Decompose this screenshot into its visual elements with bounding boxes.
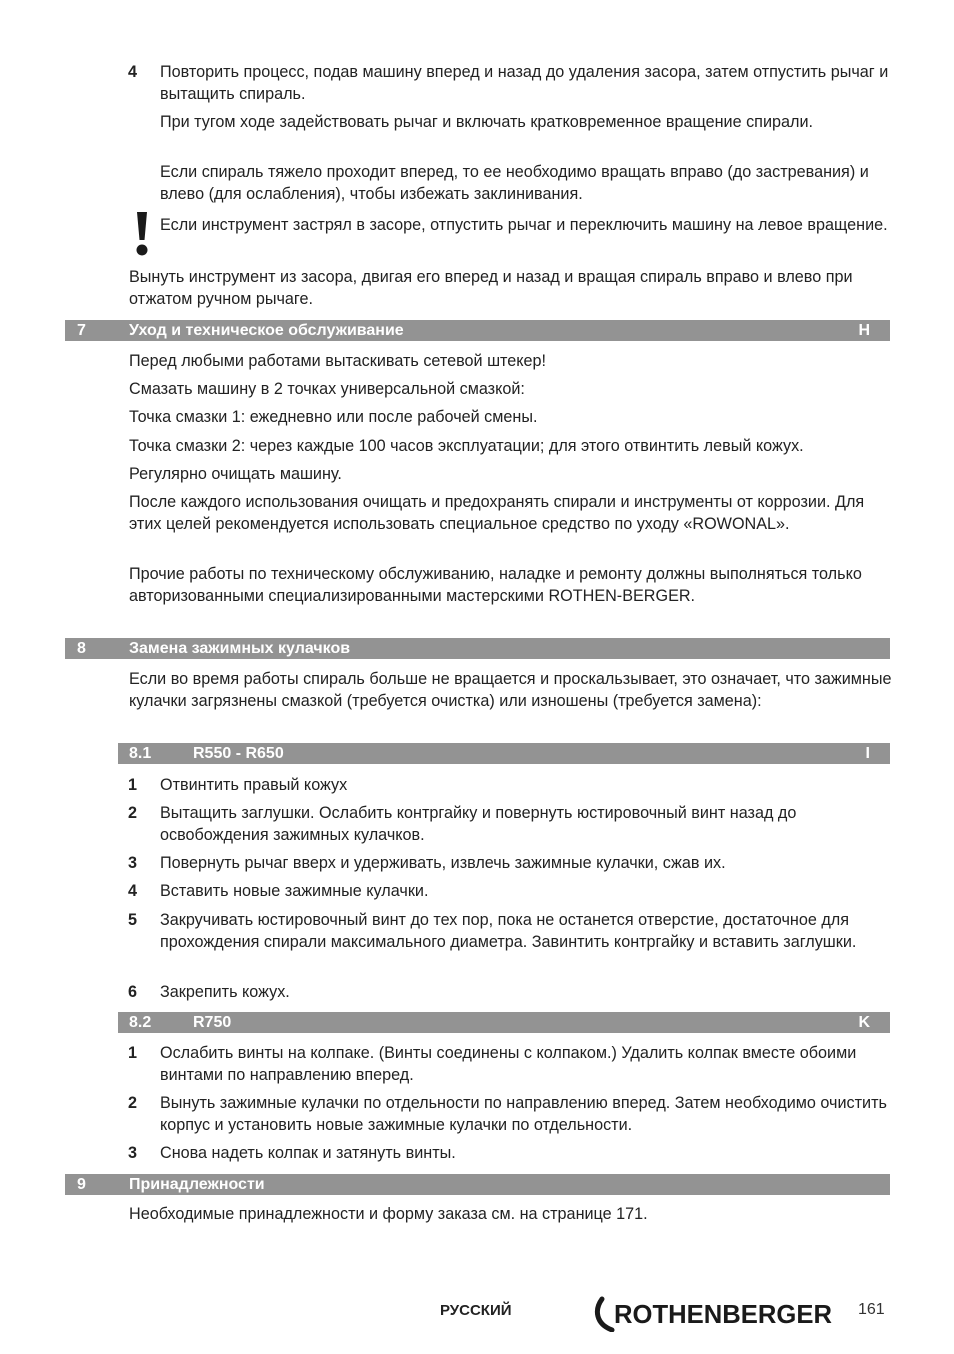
section-heading-9: [65, 1174, 890, 1195]
paragraph: Точка смазки 2: через каждые 100 часов эксплуатации; для этого отвинтить левый кожух.: [129, 437, 804, 455]
page-number: 161: [858, 1301, 885, 1318]
step-number: 5: [128, 911, 138, 929]
step-text: Закрепить кожух.: [160, 983, 290, 1001]
step-number: 6: [128, 983, 138, 1001]
step-note: При тугом ходе задействовать рычаг и включать кратковременное вращение спирали.: [160, 113, 813, 131]
section-number: 8: [77, 640, 86, 657]
step-text: Ослабить винты на колпаке. (Винты соединены с колпаком.) Удалить колпак вместе обоими винтами по направлению вперед.: [160, 1044, 857, 1084]
rothenberger-logo: [594, 1296, 836, 1332]
section-intro: Если во время работы спираль больше не вращается и проскальзывает, это означает, что зажимные кулачки загрязнены смазкой (требуется очистка) или изношены (требуется замена):: [129, 670, 892, 710]
step-text: Закручивать юстировочный винт до тех пор, пока не останется отверстие, достаточное для прохождения спирали максимального диаметра. Завинтить контргайку и вставить заглушки.: [160, 911, 857, 951]
figure-letter: I: [865, 745, 870, 762]
step-text: Повторить процесс, подав машину вперед и назад до удаления засора, затем отпустить рычаг и вытащить спираль.: [160, 63, 889, 103]
paragraph: Прочие работы по техническому обслуживанию, наладке и ремонту должны выполняться только авторизованными специализированными мастерскими ROTHEN-BERGER.: [129, 565, 862, 605]
step-number: 4: [128, 882, 138, 900]
step-number: 2: [128, 804, 138, 822]
section-heading-8: [65, 638, 890, 659]
step-text: Снова надеть колпак и затянуть винты.: [160, 1144, 456, 1162]
figure-letter: H: [858, 322, 870, 339]
paragraph: Регулярно очищать машину.: [129, 465, 342, 483]
subsection-number: 8.1: [129, 745, 152, 762]
step-text: Вытащить заглушки. Ослабить контргайку и повернуть юстировочный винт назад до освобождения зажимных кулачков.: [160, 804, 797, 844]
step-number: 1: [128, 776, 138, 794]
subsection-heading-8-2: [118, 1012, 890, 1033]
subsection-title: R550 - R650: [193, 745, 284, 762]
section-heading-7: [65, 320, 890, 341]
step-number: 3: [128, 854, 138, 872]
section-title: Уход и техническое обслуживание: [129, 322, 404, 339]
paragraph: Точка смазки 1: ежедневно или после рабочей смены.: [129, 408, 538, 426]
step-text: Повернуть рычаг вверх и удерживать, извлечь зажимные кулачки, сжав их.: [160, 854, 726, 872]
step-text: Отвинтить правый кожух: [160, 776, 348, 794]
section-title: Замена зажимных кулачков: [129, 640, 351, 657]
footer-language: РУССКИЙ: [440, 1302, 512, 1319]
subsection-title: R750: [193, 1014, 232, 1031]
step-text: Вставить новые зажимные кулачки.: [160, 882, 429, 900]
figure-letter: K: [858, 1014, 870, 1031]
logo-wordmark: ROTHENBERGER: [614, 1299, 833, 1329]
step-number: 4: [128, 63, 138, 81]
closing-paragraph: Вынуть инструмент из засора, двигая его вперед и назад и вращая спираль вправо и влево при отжатом ручном рычаге.: [129, 268, 853, 308]
paragraph: Необходимые принадлежности и форму заказа см. на странице 171.: [129, 1205, 648, 1223]
step-number: 3: [128, 1144, 138, 1162]
section-number: 7: [77, 322, 86, 339]
paragraph: Перед любыми работами вытаскивать сетевой штекер!: [129, 352, 547, 370]
step-number: 1: [128, 1044, 138, 1062]
warning-text: Если инструмент застрял в засоре, отпустить рычаг и переключить машину на левое вращение.: [160, 216, 888, 234]
section-title: Принадлежности: [129, 1176, 265, 1193]
paragraph: Смазать машину в 2 точках универсальной смазкой:: [129, 380, 525, 398]
warning-exclamation-icon: [135, 212, 149, 257]
subsection-number: 8.2: [129, 1014, 152, 1031]
step-number: 2: [128, 1094, 138, 1112]
subsection-heading-8-1: [118, 743, 890, 764]
paragraph: После каждого использования очищать и предохранять спирали и инструменты от коррозии. Для этих целей рекомендуется использовать специальное средство по уходу «ROWONAL».: [129, 493, 865, 533]
step-text: Вынуть зажимные кулачки по отдельности по направлению вперед. Затем необходимо очистить корпус и установить новые зажимные кулачки по отдельности.: [160, 1094, 887, 1134]
section-number: 9: [77, 1176, 86, 1193]
step-note: Если спираль тяжело проходит вперед, то ее необходимо вращать вправо (до застревания) и влево (для ослабления), чтобы избежать заклинивания.: [160, 163, 869, 203]
